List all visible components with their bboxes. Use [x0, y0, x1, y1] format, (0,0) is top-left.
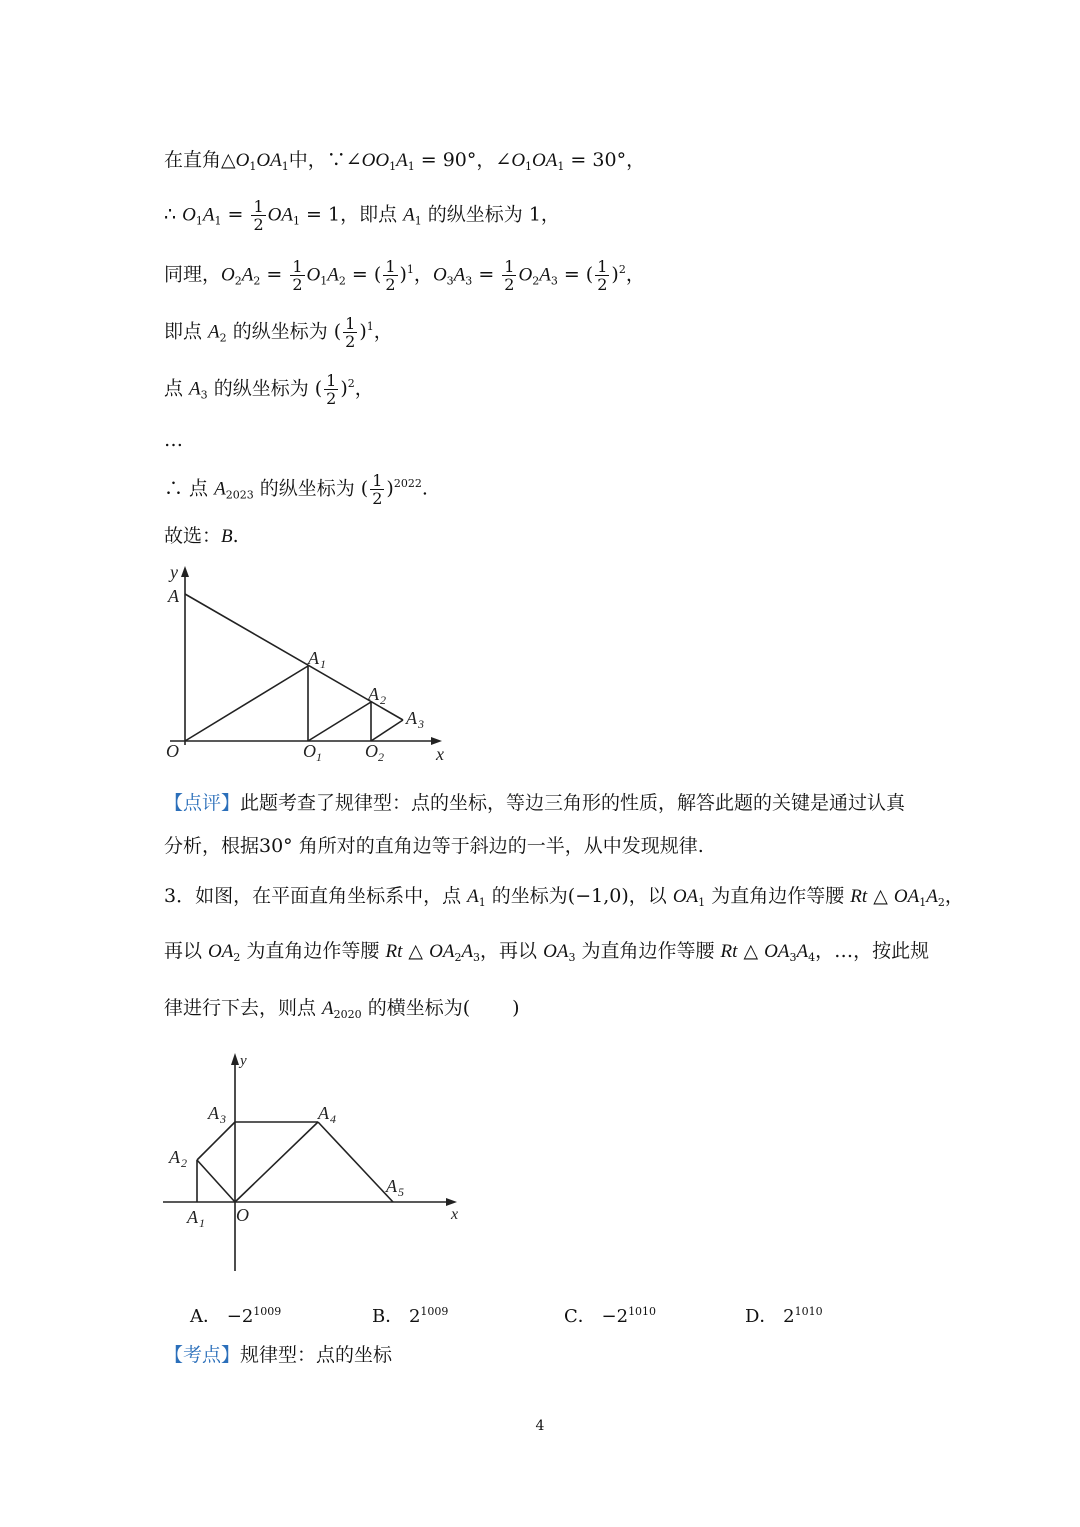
fraction-half: $\frac{1}{2}$	[292, 256, 303, 294]
label-A: A	[168, 586, 179, 606]
segment-O2-A3	[371, 720, 403, 741]
svg-text:3: 3	[220, 1112, 226, 1126]
page-number: 4	[535, 1418, 545, 1434]
solution-ellipsis: …	[164, 429, 183, 451]
label-A2: A	[368, 684, 379, 704]
label-y: y	[170, 562, 178, 582]
svg-text:5: 5	[398, 1185, 404, 1199]
label-A2: A	[169, 1147, 180, 1167]
fraction-half: $\frac{1}{2}$	[385, 256, 396, 294]
label-O1: O	[303, 741, 316, 761]
q3-line-2: 再以 $OA_2$ 为直角边作等腰 Rt △ $OA_2A_3$，再以 $OA_3$ 为直角边作等腰 Rt △ $OA_3A_4$，…，按此规	[164, 940, 930, 964]
comment-line-1: 【点评】此题考查了规律型：点的坐标，等边三角形的性质，解答此题的关键是通过认真	[164, 792, 906, 814]
kaodian-line: 【考点】规律型：点的坐标	[164, 1344, 393, 1366]
option-b[interactable]: B． $2^{1009}$	[372, 1305, 449, 1327]
label-y: y	[240, 1053, 247, 1069]
label-O: O	[166, 741, 179, 761]
svg-text:2: 2	[181, 1156, 187, 1170]
svg-text:3: 3	[418, 717, 424, 731]
q3-line-3: 律进行下去，则点 $A_{2020}$ 的横坐标为( )	[164, 997, 520, 1021]
fraction-half: $\frac{1}{2}$	[504, 256, 515, 294]
option-c[interactable]: C． $-2^{1010}$	[564, 1305, 657, 1327]
kaodian-tag: 【考点】	[164, 1344, 241, 1366]
label-A1: A	[187, 1207, 198, 1227]
svg-text:2: 2	[380, 693, 386, 707]
solution-line-7: ∴ 点 $A_{2023}$ 的纵坐标为 ( $\frac{1}{2}$ )$^{2022}$.	[164, 470, 428, 508]
figure-1-diagram	[160, 560, 460, 765]
label-A1: A	[308, 648, 319, 668]
label-A4: A	[318, 1103, 329, 1123]
svg-text:1: 1	[199, 1216, 205, 1230]
comment-tag: 【点评】	[164, 792, 241, 814]
segment-O-A4	[235, 1122, 318, 1202]
segment-A2-A3	[197, 1122, 235, 1160]
svg-text:1: 1	[316, 750, 322, 764]
label-A5: A	[386, 1176, 397, 1196]
fraction-half: $\frac{1}{2}$	[326, 370, 337, 408]
q3-line-1: 3．如图，在平面直角坐标系中，点 $A_1$ 的坐标为(−1,0)，以 $OA_1$ 为直角边作等腰 Rt △ $OA_1A_2$，	[164, 885, 964, 909]
fraction-half: $\frac{1}{2}$	[345, 313, 356, 351]
label-O: O	[236, 1205, 249, 1225]
label-A3: A	[208, 1103, 219, 1123]
solution-line-5: 点 $A_3$ 的纵坐标为 ( $\frac{1}{2}$ )$^2$，	[164, 370, 374, 408]
segment-O-A1	[185, 666, 308, 741]
solution-answer: 故选：B.	[164, 525, 239, 547]
figure-2-diagram	[160, 1045, 470, 1277]
solution-line-4: 即点 $A_2$ 的纵坐标为 ( $\frac{1}{2}$ )$^1$，	[164, 313, 393, 351]
segment-A2-O	[197, 1160, 235, 1202]
svg-text:2: 2	[378, 750, 384, 764]
x-axis-arrow	[446, 1198, 457, 1206]
segment-O1-A2	[308, 702, 371, 741]
fraction-half: $\frac{1}{2}$	[597, 256, 608, 294]
option-d[interactable]: D． $2^{1010}$	[745, 1305, 823, 1327]
fraction-half: $\frac{1}{2}$	[253, 197, 264, 234]
label-O2: O	[365, 741, 378, 761]
comment-line-2: 分析，根据30° 角所对的直角边等于斜边的一半，从中发现规律.	[164, 835, 704, 857]
segment-A4-A5	[318, 1122, 393, 1202]
solution-line-2: ∴ $O_1A_1$ = $\frac{1}{2}$ $OA_1 = 1$，即点 $A_1$ 的纵坐标为 1，	[164, 197, 560, 234]
label-x: x	[436, 744, 444, 764]
label-A3: A	[406, 708, 417, 728]
svg-text:1: 1	[320, 657, 326, 671]
y-axis-arrow	[181, 566, 189, 577]
option-a[interactable]: A． $-2^{1009}$	[190, 1305, 282, 1327]
svg-text:4: 4	[330, 1112, 336, 1126]
y-axis-arrow	[231, 1053, 239, 1065]
solution-line-1: 在直角$\triangle O_1OA_1$中，$\because\angle OO_1A_1 = 90^\circ$，$\angle O_1OA_1 = 30^\circ$，	[164, 149, 646, 173]
fraction-half: $\frac{1}{2}$	[372, 470, 383, 508]
solution-line-3: 同理，$O_2A_2$ = $\frac{1}{2}$ $O_1A_2$ = ( $\frac{1}{2}$ )$^1$，$O_3A_3$ = $\frac{1}{2}$ $O_2A_3$ = ( $\frac{1}{2}$ )$^2$，	[164, 256, 645, 294]
label-x: x	[451, 1206, 459, 1223]
